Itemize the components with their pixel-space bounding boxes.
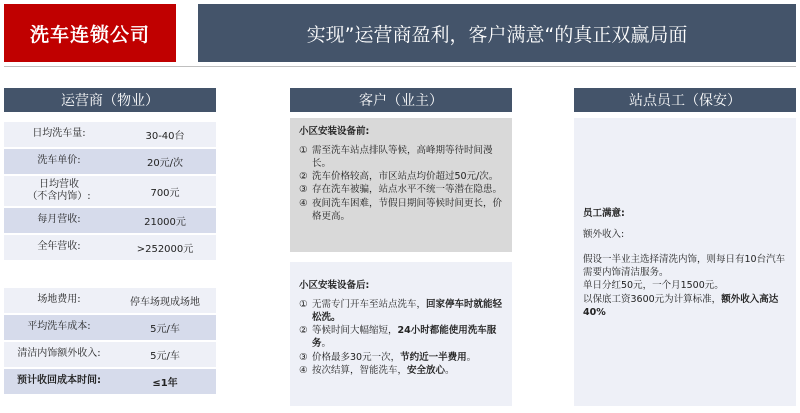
row-label: 洗车单价: [37, 155, 81, 167]
table-row [4, 315, 216, 342]
item-tail: 。 [445, 364, 455, 376]
row-label: 场地费用: [37, 294, 81, 306]
item-bold: 回家停车时就能轻松洗。 [312, 299, 503, 324]
list-item [299, 197, 503, 223]
item-number: ④ [299, 364, 308, 376]
row-value: 停车场现成场地 [130, 297, 200, 308]
table-row [4, 235, 216, 262]
item-text: 洗车价格较高，市区站点均价超过50元/次。 [312, 171, 499, 183]
table-row [4, 369, 216, 396]
list-item [299, 324, 503, 350]
brand-title: 洗车连锁公司 [4, 4, 176, 62]
staff-p3-plain: 以保底工资3600元为计算标准， [583, 293, 722, 305]
row-value: 5元/车 [150, 351, 180, 362]
list-item [299, 144, 503, 170]
item-text [312, 298, 503, 324]
staff-paragraph: 假设一半业主选择清洗内饰，则每日有10台汽车需要内饰清洁服务。 [583, 254, 786, 279]
item-text: 夜间洗车困难，节假日期间等候时间更长，价格更高。 [312, 197, 503, 222]
row-value: ≤1年 [152, 378, 178, 389]
item-text [312, 364, 455, 377]
item-text [312, 324, 503, 350]
item-plain: 等候时间大幅缩短， [312, 325, 398, 337]
list-item [299, 298, 503, 324]
item-plain: 按次结算，智能洗车， [312, 364, 408, 376]
row-value: 21000元 [144, 217, 186, 228]
item-plain: 无需专门开车至站点洗车， [312, 299, 427, 311]
table-row [4, 149, 216, 176]
row-value: >252000元 [136, 244, 194, 255]
item-number: ② [299, 171, 308, 183]
divider [4, 66, 796, 67]
row-label: 日均洗车量: [32, 128, 86, 140]
row-label: 日均营收 （不含内饰）: [27, 178, 91, 202]
item-number: ① [299, 145, 308, 157]
item-number: ④ [299, 197, 308, 209]
item-text: 存在洗车被骗，站点水平不统一等潜在隐患。 [312, 184, 503, 196]
before-list [299, 144, 503, 223]
item-bold: 安全放心 [407, 364, 446, 376]
item-number: ① [299, 299, 308, 311]
item-tail: 。 [466, 351, 477, 363]
banner-title: 实现”运营商盈利，客户满意“的真正双赢局面 [198, 4, 796, 62]
item-number: ③ [299, 351, 308, 363]
row-label: 清洁内饰额外收入: [17, 348, 101, 360]
item-bold: 节约近一半费用 [400, 351, 467, 363]
after-install-box [290, 262, 512, 406]
customer-header: 客户（业主） [290, 88, 512, 112]
row-label: 全年营收: [37, 241, 81, 253]
row-value: 700元 [150, 187, 180, 199]
staff-extra-label: 额外收入: [583, 229, 625, 241]
item-bold: 24小时都能使用洗车服务 [312, 325, 497, 350]
operator-cost-table [4, 288, 216, 396]
list-item [299, 364, 503, 377]
row-value: 30-40台 [145, 131, 185, 142]
table-row [4, 342, 216, 369]
operator-revenue-table [4, 122, 216, 262]
item-text: 需至洗车站点排队等候，高峰期等待时间漫长。 [312, 145, 493, 170]
item-text [312, 351, 476, 364]
item-number: ③ [299, 184, 308, 196]
before-title: 小区安装设备前: [299, 126, 370, 137]
table-row [4, 176, 216, 208]
row-label: 每月营收: [37, 214, 81, 226]
table-row [4, 288, 216, 315]
row-value: 5元/车 [150, 324, 180, 335]
staff-paragraph [583, 293, 787, 319]
list-item [299, 170, 503, 183]
after-title: 小区安装设备后: [299, 280, 370, 291]
staff-p3-bold: 额外收入高达40% [583, 293, 779, 318]
item-tail: 。 [321, 338, 332, 350]
staff-header: 站点员工（保安） [574, 88, 796, 112]
item-number: ② [299, 325, 308, 337]
item-plain: 价格最多30元一次， [312, 351, 401, 363]
row-label: 预计收回成本时间: [17, 375, 101, 387]
staff-title: 员工满意: [583, 208, 625, 219]
table-row [4, 122, 216, 149]
before-install-box [290, 118, 512, 252]
list-item [299, 351, 503, 364]
row-value: 20元/次 [146, 158, 184, 169]
after-list [299, 298, 503, 377]
list-item [299, 183, 503, 196]
operator-header: 运营商（物业） [4, 88, 216, 112]
staff-box [574, 118, 796, 406]
table-row [4, 208, 216, 235]
row-label: 平均洗车成本: [27, 321, 91, 333]
staff-paragraph: 单日分红50元，一个月1500元。 [583, 280, 724, 292]
